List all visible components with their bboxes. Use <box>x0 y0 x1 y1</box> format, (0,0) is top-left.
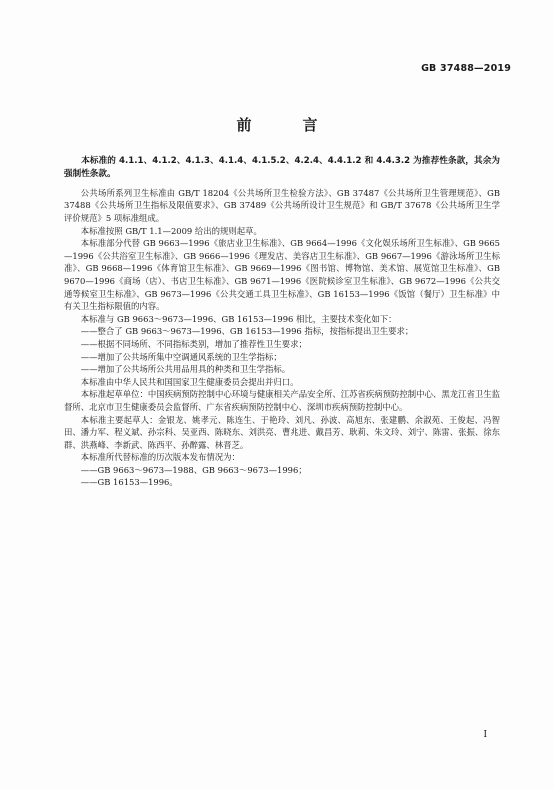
paragraph-normative-clauses: 本标准的 4.1.1、4.1.2、4.1.3、4.1.4、4.1.5.2、4.2.4、4.4.1.2 和 4.4.3.2 为推荐性条款，其余为强制性条款。 <box>64 156 500 180</box>
paragraph-technical-changes-intro: 本标准与 GB 9663～9673—1996、GB 16153—1996 相比，主要技术变化如下： <box>80 313 397 324</box>
paragraph-standard-series: 公共场所系列卫生标准由 GB/T 18204《公共场所卫生检验方法》、GB 37487《公共场所卫生管理规范》、GB 37488《公共场所卫生指标及限值要求》、GB 37489《公共场所设计卫生规范》和 GB/T 37678《公共场所卫生学评价规范》5 项标准组成。 <box>64 187 500 223</box>
list-item-change: ——增加了公共场所公共用品用具的种类和卫生学指标。 <box>80 364 291 375</box>
paragraph-replaced-standards: 本标准部分代替 GB 9663—1996《旅店业卫生标准》、GB 9664—1996《文化娱乐场所卫生标准》、GB 9665—1996《公共浴室卫生标准》、GB 9666—1996《理发店、美容店卫生标准》、GB 9667—1996《游泳场所卫生标准》、GB 9668—1996《体育馆卫生标准》、GB 9669—1996《图书馆、博物馆、美术馆、展览馆卫生标准》、GB 9670—1996《商场（店）、书店卫生标准》、GB 9671—1996《医院候诊室卫生标准》、GB 9672—1996《公共交通等候室卫生标准》、GB 9673—1996《公共交通工具卫生标准》、GB 16153—1996《饭馆（餐厅）卫生标准》中有关卫生指标限值的内容。 <box>64 238 500 312</box>
list-item-change: ——根据不同场所、不同指标类别，增加了推荐性卫生要求； <box>80 338 307 349</box>
paragraph-drafting-rules: 本标准按照 GB/T 1.1—2009 给出的规则起草。 <box>80 225 262 236</box>
page-title: 前 言 <box>236 116 336 134</box>
paragraph-proposer: 本标准由中华人民共和国国家卫生健康委员会提出并归口。 <box>80 376 299 387</box>
paragraph-drafters: 本标准主要起草人：金银龙、姚孝元、陈连生、于艳玲、刘凡、孙波、高旭东、张建鹏、余淑苑、王俊起、冯智田、潘力军、程义斌、孙宗科、吴亚西、陈晓东、刘洪亮、曹兆进、戴昌芳、耿莉、朱文玲、刘宁、陈雷、张振、徐东群、洪燕峰、李新武、陈西平、孙醉露、林晋芝。 <box>64 414 500 450</box>
paragraph-history-intro: 本标准所代替标准的历次版本发布情况为： <box>80 452 240 463</box>
page-number: I <box>483 730 487 740</box>
foreword-body <box>64 155 500 489</box>
list-item-change: ——增加了公共场所集中空调通风系统的卫生学指标； <box>80 351 282 362</box>
standard-code: GB 37488—2019 <box>421 63 511 74</box>
paragraph-drafting-units: 本标准起草单位：中国疾病预防控制中心环境与健康相关产品安全所、江苏省疾病预防控制中心、黑龙江省卫生监督所、北京市卫生健康委员会监督所、广东省疾病预防控制中心、深圳市疾病预防控制中心。 <box>64 389 500 412</box>
list-item-history: ——GB 16153—1996。 <box>80 477 178 488</box>
list-item-change: ——整合了 GB 9663～9673—1996、GB 16153—1996 指标，按指标提出卫生要求； <box>80 326 414 337</box>
list-item-history: ——GB 9663～9673—1988、GB 9663～9673—1996； <box>80 464 307 475</box>
